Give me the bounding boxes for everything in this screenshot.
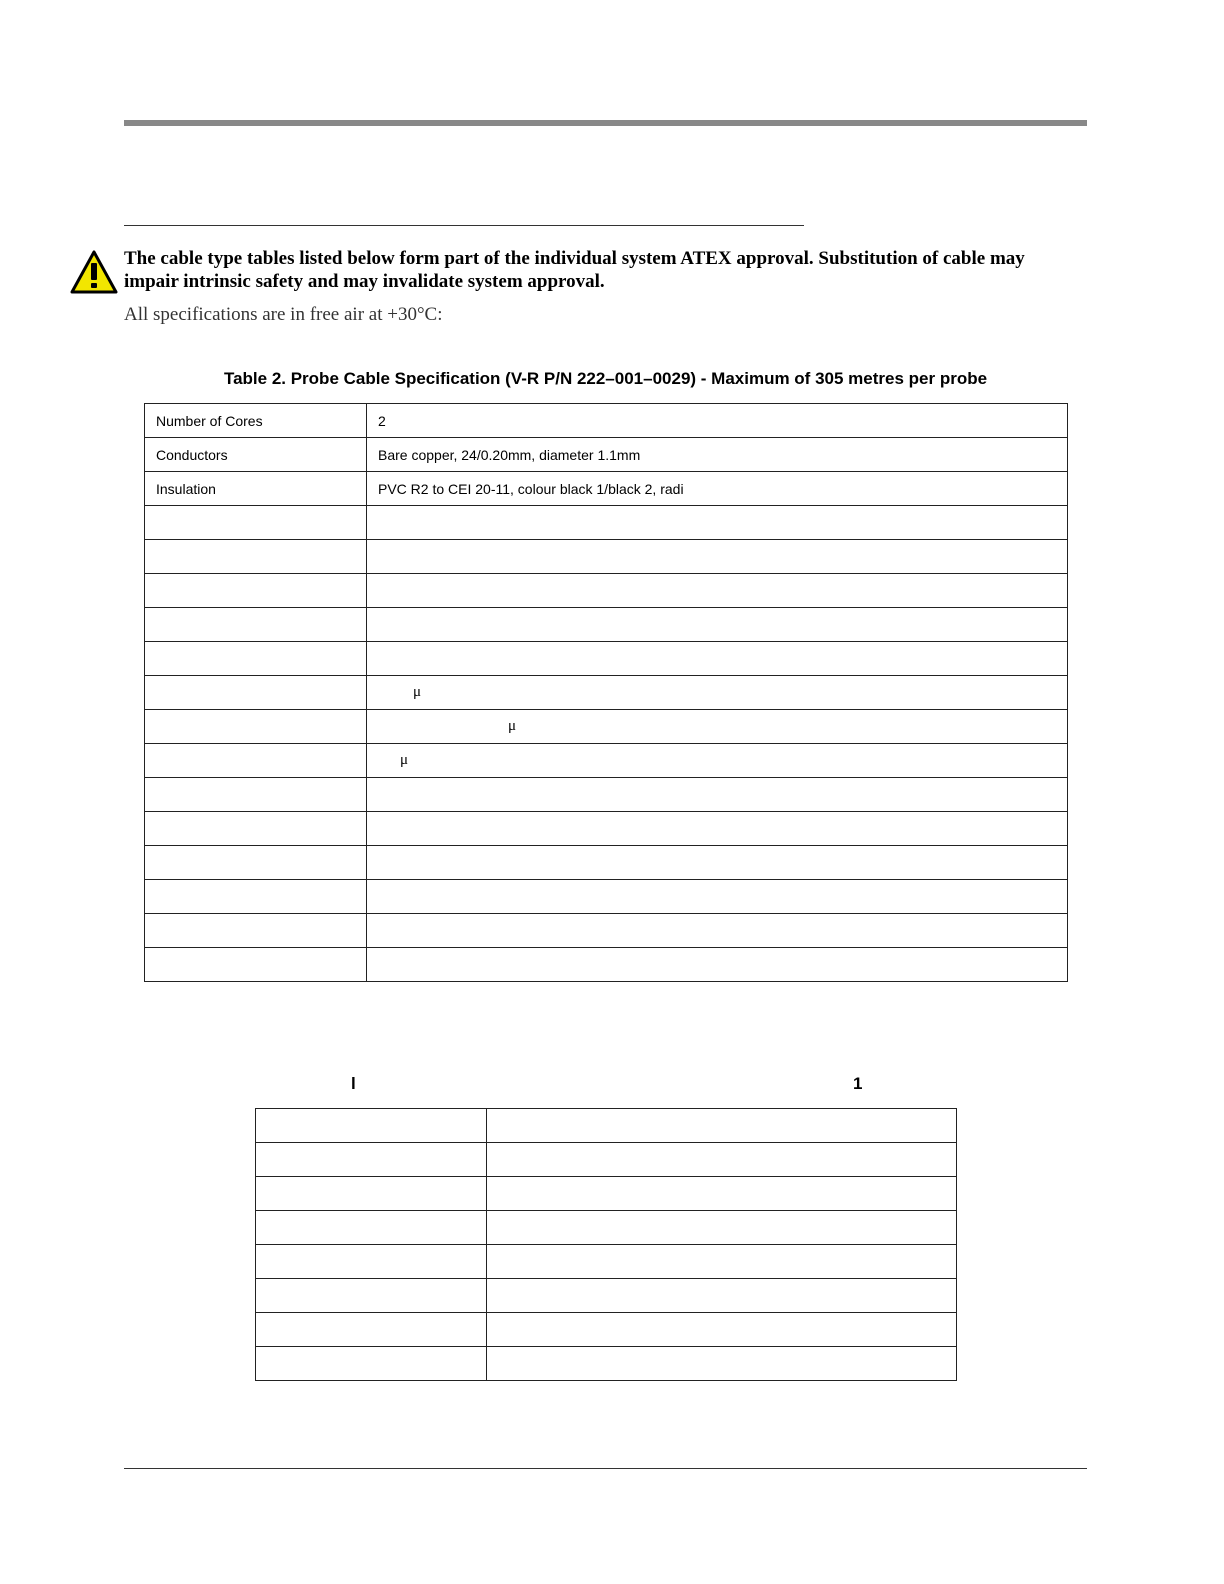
row-label xyxy=(256,1211,487,1245)
row-value xyxy=(367,778,1068,812)
row-label xyxy=(256,1109,487,1143)
table-3-caption-fragment-left: l xyxy=(351,1074,356,1093)
footer-rule xyxy=(124,1468,1087,1469)
row-label xyxy=(145,880,367,914)
row-label: Number of Cores xyxy=(145,404,367,438)
table-row xyxy=(145,880,1068,914)
table-row xyxy=(145,676,1068,710)
header-rule xyxy=(124,120,1087,126)
row-value xyxy=(367,642,1068,676)
row-label xyxy=(145,676,367,710)
row-value xyxy=(367,948,1068,982)
row-value xyxy=(487,1143,957,1177)
row-label: Conductors xyxy=(145,438,367,472)
table-row xyxy=(145,404,1068,438)
row-label xyxy=(145,744,367,778)
table-row xyxy=(145,812,1068,846)
table-row xyxy=(145,506,1068,540)
row-value: PVC R2 to CEI 20-11, colour black 1/black 2, radi xyxy=(367,472,1068,506)
row-label xyxy=(145,914,367,948)
row-value xyxy=(367,608,1068,642)
table-row xyxy=(256,1211,957,1245)
row-value xyxy=(367,880,1068,914)
row-label xyxy=(145,608,367,642)
table-row xyxy=(145,438,1068,472)
table-row xyxy=(145,914,1068,948)
row-label xyxy=(145,948,367,982)
row-label xyxy=(145,642,367,676)
row-label xyxy=(145,778,367,812)
table-3-caption-fragment-right: 1 xyxy=(853,1074,863,1093)
row-value xyxy=(367,506,1068,540)
row-label xyxy=(256,1143,487,1177)
table-row xyxy=(145,744,1068,778)
row-label xyxy=(145,540,367,574)
table-row xyxy=(256,1143,957,1177)
table-row xyxy=(145,472,1068,506)
row-value xyxy=(367,846,1068,880)
row-value xyxy=(487,1347,957,1381)
table-2-caption: Table 2. Probe Cable Specification (V-R P/N 222–001–0029) - Maximum of 305 metres per probe xyxy=(223,369,988,388)
row-value xyxy=(367,812,1068,846)
row-value: μ xyxy=(367,744,1068,778)
table-row xyxy=(145,846,1068,880)
row-label: Insulation xyxy=(145,472,367,506)
row-label xyxy=(145,506,367,540)
row-value xyxy=(487,1279,957,1313)
table-row xyxy=(145,574,1068,608)
intro-text: All specifications are in free air at +30°C: xyxy=(124,304,443,325)
row-label xyxy=(256,1279,487,1313)
row-value xyxy=(487,1211,957,1245)
table-row xyxy=(145,710,1068,744)
table-row xyxy=(256,1279,957,1313)
table-row xyxy=(256,1245,957,1279)
row-value xyxy=(367,914,1068,948)
table-row xyxy=(145,608,1068,642)
row-value: 2 xyxy=(367,404,1068,438)
warning-icon xyxy=(70,250,118,294)
row-value: μ xyxy=(367,676,1068,710)
table-row xyxy=(256,1313,957,1347)
section-heading-rule xyxy=(124,225,804,226)
table-row xyxy=(145,642,1068,676)
warning-text: The cable type tables listed below form part of the individual system ATEX approval. Substitution of cable may impair intrinsic safety and may invalidate system approval. xyxy=(124,248,1025,292)
row-label xyxy=(256,1177,487,1211)
row-value xyxy=(367,540,1068,574)
row-label xyxy=(145,846,367,880)
row-value xyxy=(487,1245,957,1279)
row-label xyxy=(145,710,367,744)
row-value: μ xyxy=(367,710,1068,744)
table-row xyxy=(145,540,1068,574)
row-value xyxy=(367,574,1068,608)
table-row xyxy=(256,1347,957,1381)
row-value xyxy=(487,1177,957,1211)
table-row xyxy=(256,1177,957,1211)
row-label xyxy=(256,1347,487,1381)
row-label xyxy=(256,1313,487,1347)
second-cable-spec-table xyxy=(255,1108,957,1381)
row-label xyxy=(145,574,367,608)
row-label xyxy=(256,1245,487,1279)
row-label xyxy=(145,812,367,846)
table-row xyxy=(145,948,1068,982)
row-value xyxy=(487,1313,957,1347)
probe-cable-spec-table xyxy=(144,403,1068,982)
row-value xyxy=(487,1109,957,1143)
table-row xyxy=(256,1109,957,1143)
row-value: Bare copper, 24/0.20mm, diameter 1.1mm xyxy=(367,438,1068,472)
table-row xyxy=(145,778,1068,812)
